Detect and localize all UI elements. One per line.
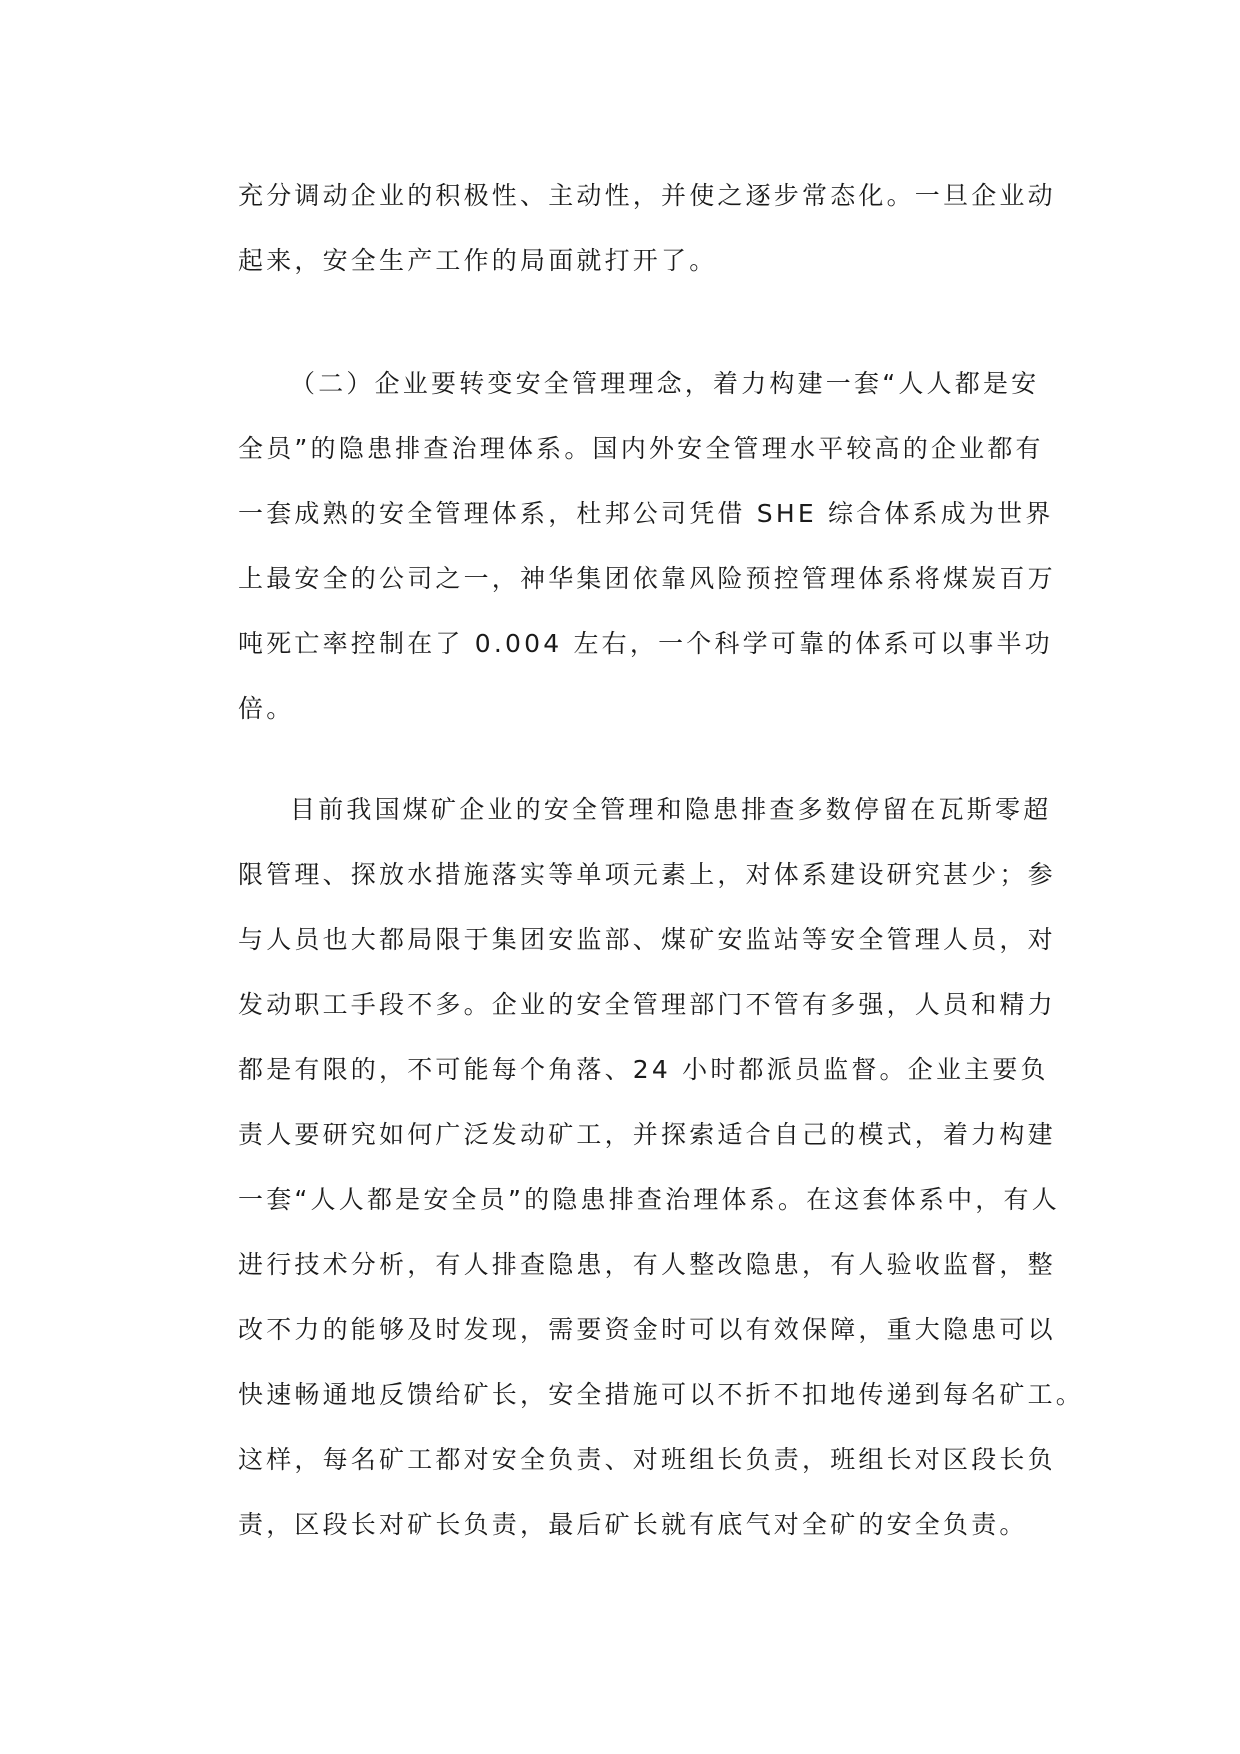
text-line: 吨死亡率控制在了 0.004 左右，一个科学可靠的体系可以事半功 <box>238 629 1053 658</box>
text-line: 都是有限的，不可能每个角落、24 小时都派员监督。企业主要负 <box>238 1055 1049 1084</box>
text-line: 倍。 <box>238 694 295 723</box>
text-line: 全员”的隐患排查治理体系。国内外安全管理水平较高的企业都有 <box>238 434 1044 463</box>
text-line: 进行技术分析，有人排查隐患，有人整改隐患，有人验收监督，整 <box>238 1250 1056 1279</box>
paragraph-1 <box>238 163 1056 293</box>
text-line: 目前我国煤矿企业的安全管理和隐患排查多数停留在瓦斯零超 <box>290 795 1052 824</box>
paragraph-2 <box>238 351 1056 741</box>
paragraph-3 <box>238 777 1085 1557</box>
text-line: 一套成熟的安全管理体系，杜邦公司凭借 SHE 综合体系成为世界 <box>238 499 1054 528</box>
text-line: 上最安全的公司之一，神华集团依靠风险预控管理体系将煤炭百万 <box>238 564 1056 593</box>
text-line: 这样，每名矿工都对安全负责、对班组长负责，班组长对区段长负 <box>238 1445 1056 1474</box>
text-line: 责人要研究如何广泛发动矿工，并探索适合自己的模式，着力构建 <box>238 1120 1056 1149</box>
text-line: 与人员也大都局限于集团安监部、煤矿安监站等安全管理人员，对 <box>238 925 1056 954</box>
text-line: 改不力的能够及时发现，需要资金时可以有效保障，重大隐患可以 <box>238 1315 1056 1344</box>
text-line: 责，区段长对矿长负责，最后矿长就有底气对全矿的安全负责。 <box>238 1510 1028 1539</box>
text-line: 限管理、探放水措施落实等单项元素上，对体系建设研究甚少；参 <box>238 860 1056 889</box>
text-line: 一套“人人都是安全员”的隐患排查治理体系。在这套体系中，有人 <box>238 1185 1060 1214</box>
text-line: 充分调动企业的积极性、主动性，并使之逐步常态化。一旦企业动 <box>238 181 1056 210</box>
text-line: 起来，安全生产工作的局面就打开了。 <box>238 246 718 275</box>
text-line: 发动职工手段不多。企业的安全管理部门不管有多强，人员和精力 <box>238 990 1056 1019</box>
text-line: （二）企业要转变安全管理理念，着力构建一套“人人都是安 <box>290 369 1040 398</box>
text-line: 快速畅通地反馈给矿长，安全措施可以不折不扣地传递到每名矿工。 <box>238 1380 1085 1409</box>
